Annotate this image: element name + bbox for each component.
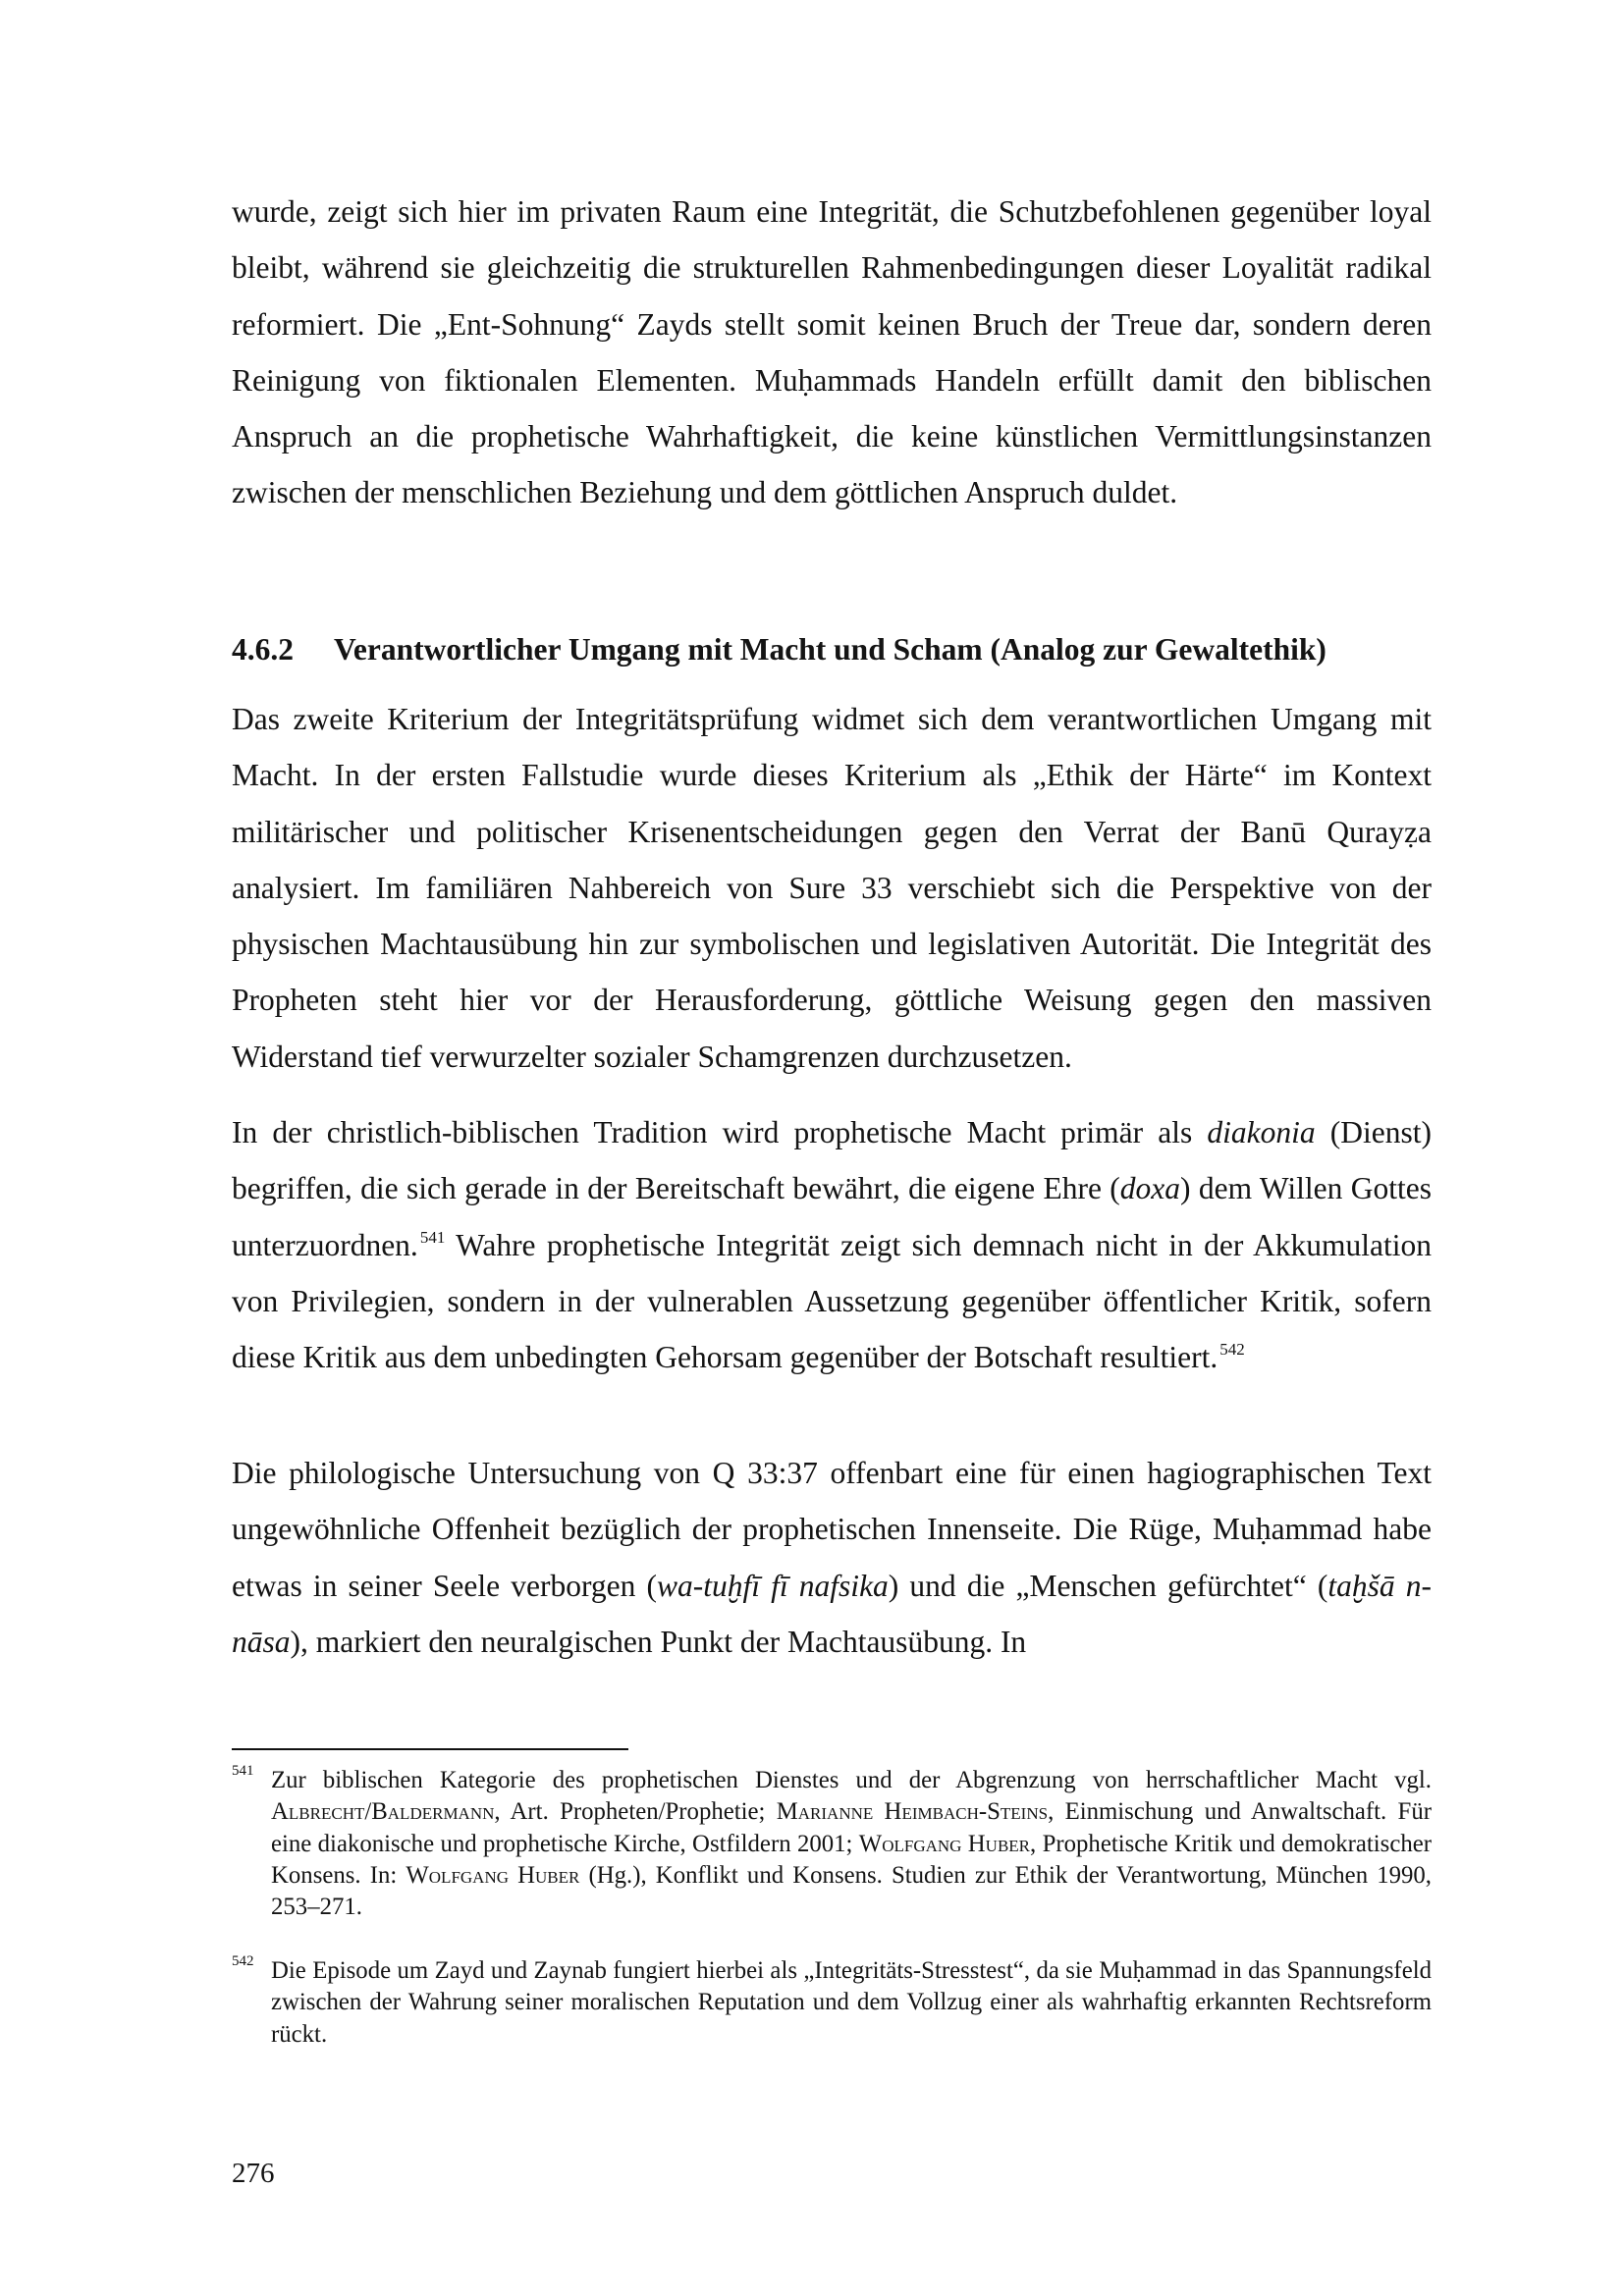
term-tahsa: taḫšā n-nāsa — [232, 1568, 1432, 1659]
paragraph-philology — [232, 1445, 1432, 1670]
paragraph-christian-tradition — [232, 1104, 1432, 1385]
paragraph-continuation — [232, 184, 1432, 521]
paragraph-text: ), markiert den neuralgischen Punkt der Machtausübung. In — [290, 1624, 1027, 1659]
paragraph-text: Die philologische Untersuchung von Q 33:37 offenbart eine für einen hagiographischen Text ungewöhnliche Offenheit bezüglich der prophetischen Innenseite. Die Rüge, Muḥammad habe etwas in seiner Seele verborgen ( — [232, 1456, 1432, 1603]
paragraph-text: ) und die „Menschen gefürchtet“ ( — [888, 1568, 1328, 1603]
term-diakonia: diakonia — [1207, 1115, 1316, 1149]
paragraph-text: Das zweite Kriterium der Integritätsprüfung widmet sich dem verantwortlichen Umgang mit Macht. In der ersten Fallstudie wurde dieses Kriterium als „Ethik der Härte“ im Kontext militärischer und politischer Krisenentscheidungen gegen den Verrat der Banū Qurayẓa analysiert. Im familiären Nahbereich von Sure 33 verschiebt sich die Perspektive von der physischen Machtausübung hin zur symbolischen und legislativen Autorität. Die Integrität des Propheten steht hier vor der Herausforderung, göttliche Weisung gegen den massiven Widerstand tief verwurzelter sozialer Schamgrenzen durchzusetzen. — [232, 702, 1432, 1074]
footnote-mark: 542 — [232, 1953, 254, 1969]
author-name: Wolfgang Huber — [858, 1830, 1031, 1857]
author-name: Albrecht/Baldermann — [271, 1798, 495, 1826]
footnote-ref-541[interactable]: 541 — [419, 1227, 446, 1247]
section-number: 4.6.2 — [232, 632, 294, 667]
footnote-text-part: , Art. Propheten/Prophetie; — [494, 1798, 777, 1826]
footnote-text-part: (Hg.), Konflikt und Konsens. Studien zur Ethik der Verantwortung, München 1990, 253–271. — [271, 1861, 1432, 1921]
footnote-text-part: , Einmischung und Anwaltschaft. Für eine diakonische und prophetische Kirche, Ostfildern 2001; — [271, 1798, 1432, 1857]
section-title: Verantwortlicher Umgang mit Macht und Scham (Analog zur Gewaltethik) — [334, 632, 1326, 667]
term-doxa: doxa — [1119, 1171, 1181, 1206]
footnote-542 — [232, 1955, 1432, 2051]
author-name: Wolfgang Huber — [406, 1861, 580, 1889]
footnote-text-part: Zur biblischen Kategorie des prophetischen Dienstes und der Abgrenzung von herrschaftlicher Macht vgl. — [271, 1767, 1432, 1793]
footnote-text-part: Die Episode um Zayd und Zaynab fungiert hierbei als „Integritäts-Stresstest“, da sie Muḥammad in das Spannungsfeld zwischen der Wahrung seiner moralischen Reputation und dem Vollzug einer als wahrhaftig erkannten Rechtsreform rückt. — [271, 1957, 1432, 2048]
paragraph-text: wurde, zeigt sich hier im privaten Raum eine Integrität, die Schutzbefohlenen gegenüber loyal bleibt, während sie gleichzeitig die strukturellen Rahmenbedingungen dieser Loyalität radikal reformiert. Die „Ent-Sohnung“ Zayds stellt somit keinen Bruch der Treue dar, sondern deren Reinigung von fiktionalen Elementen. Muḥammads Handeln erfüllt damit den biblischen Anspruch an die prophetische Wahrhaftigkeit, die keine künstlichen Vermittlungsinstanzen zwischen der menschlichen Beziehung und dem göttlichen Anspruch duldet. — [232, 194, 1432, 510]
footnote-separator — [232, 1748, 628, 1750]
paragraph-text: In der christlich-biblischen Tradition wird prophetische Macht primär als — [232, 1115, 1208, 1149]
section-heading — [232, 621, 1432, 677]
paragraph-text: (Dienst) begriffen, die sich gerade in der Bereitschaft bewährt, die eigene Ehre ( — [232, 1115, 1432, 1206]
footnote-text — [271, 1955, 1432, 2051]
paragraph-text: Wahre prophetische Integrität zeigt sich demnach nicht in der Akkumulation von Privilegien, sondern in der vulnerablen Aussetzung gegenüber öffentlicher Kritik, sofern diese Kritik aus dem unbedingten Gehorsam gegenüber der Botschaft resultiert. — [232, 1227, 1432, 1375]
footnote-text — [271, 1765, 1432, 1923]
page-number: 276 — [232, 2158, 275, 2189]
footnote-text-part: , Prophetische Kritik und demokratischer Konsens. In: — [271, 1830, 1433, 1889]
footnote-mark: 541 — [232, 1763, 254, 1779]
footnote-541 — [232, 1765, 1432, 1923]
paragraph-text: ) dem Willen Gottes unterzuordnen. — [232, 1171, 1432, 1262]
term-wa-tuhfi: wa-tuḫfī fī nafsika — [657, 1568, 889, 1603]
paragraph-power — [232, 691, 1432, 1085]
footnote-ref-542[interactable]: 542 — [1219, 1340, 1245, 1360]
author-name: Marianne Heimbach-Steins — [776, 1798, 1049, 1826]
